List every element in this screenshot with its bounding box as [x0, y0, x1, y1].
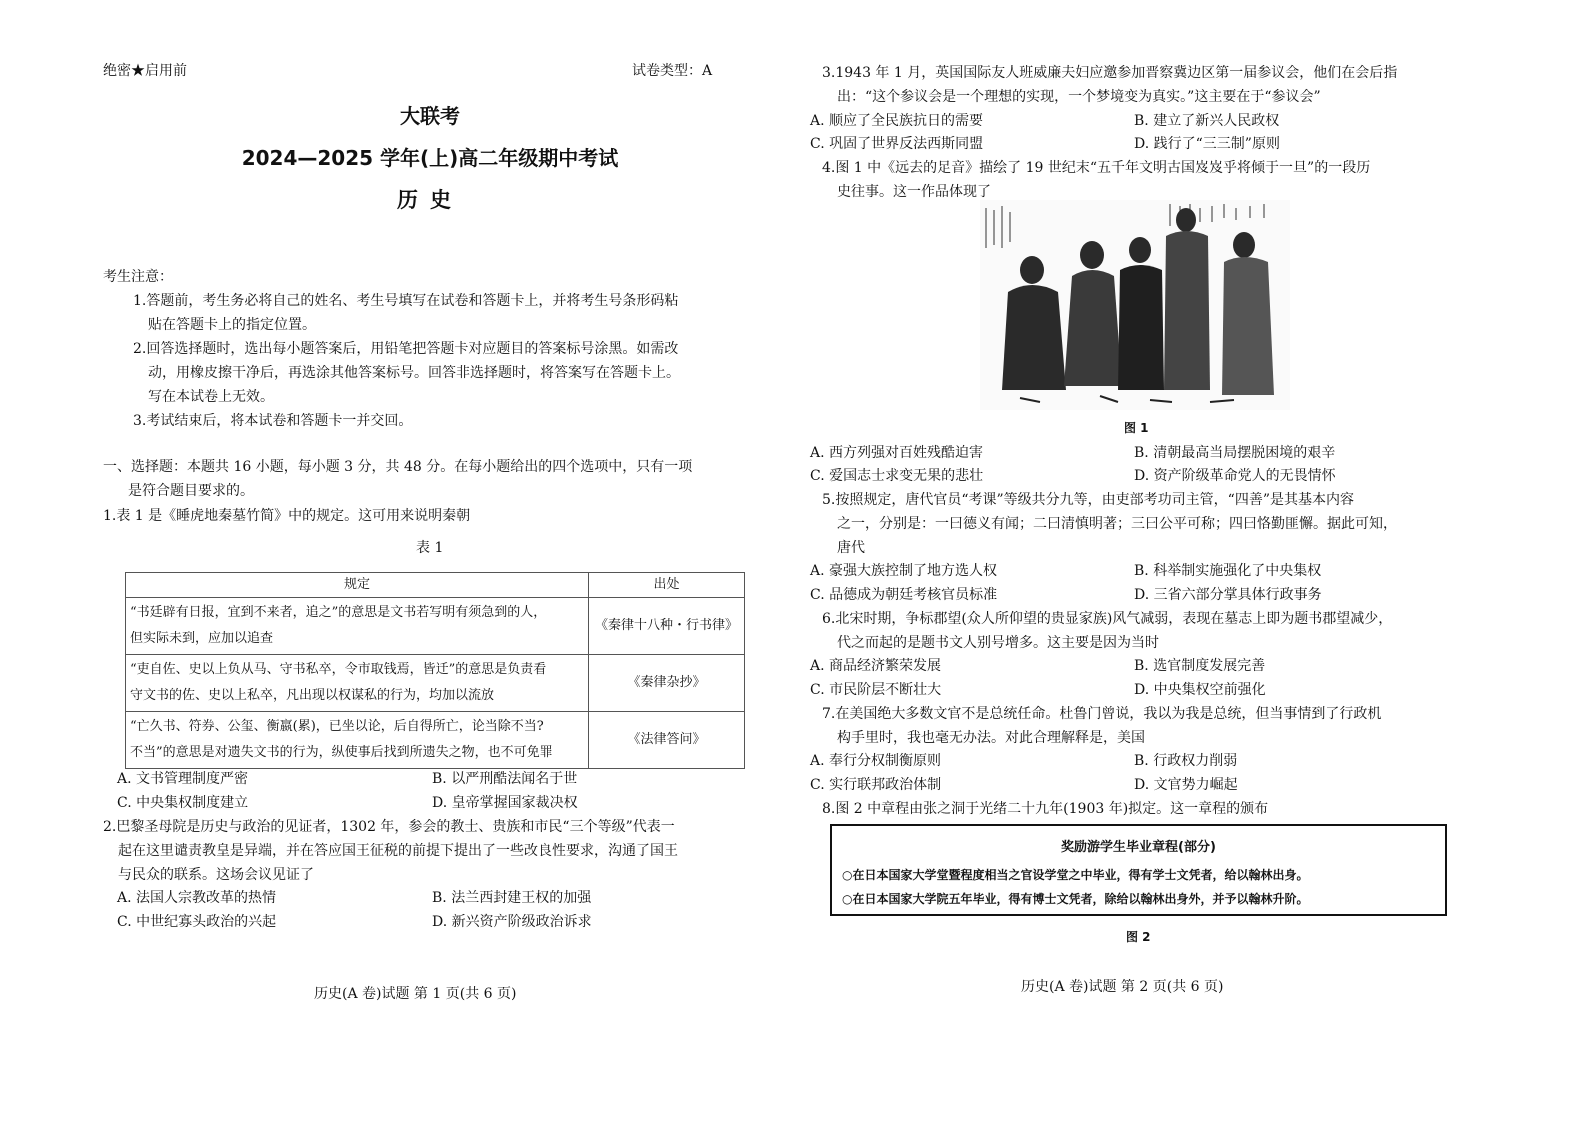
question-2-line-1: 2.巴黎圣母院是历史与政治的见证者，1302 年，参会的教士、贵族和市民“三个等级”代表一: [103, 819, 675, 835]
table-row: [126, 655, 745, 712]
table-cell-rule: “书廷辟有日报，宜到不来者，追之”的意思是文书若写明有须急到的人， 但实际未到，应加以追查: [126, 598, 589, 655]
q5-option-b: B. 科举制实施强化了中央集权: [1134, 563, 1322, 579]
q1-option-a: A. 文书管理制度严密: [117, 771, 249, 787]
table-caption: 表 1: [416, 540, 444, 556]
q1-option-c: C. 中央集权制度建立: [117, 795, 249, 811]
q5-option-d: D. 三省六部分掌具体行政事务: [1134, 587, 1322, 603]
q2-option-b: B. 法兰西封建王权的加强: [432, 890, 592, 906]
q3-option-c: C. 巩固了世界反法西斯同盟: [810, 136, 984, 152]
table-cell-source: 《秦律杂抄》: [589, 655, 745, 712]
q4-option-c: C. 爱国志士求变无果的悲壮: [810, 468, 984, 484]
q6-option-b: B. 选官制度发展完善: [1134, 658, 1266, 674]
q7-option-a: A. 奉行分权制衡原则: [810, 753, 942, 769]
table-header-row: [126, 573, 745, 598]
rules-table: [125, 572, 745, 769]
question-8-stem: 8.图 2 中章程由张之洞于光绪二十九年(1903 年)拟定。这一章程的颁布: [822, 801, 1269, 817]
figure-2-caption: 图 2: [1126, 930, 1151, 944]
q4-option-b: B. 清朝最高当局摆脱困境的艰辛: [1134, 445, 1336, 461]
figure-2-line-2: ○在日本国家大学院五年毕业，得有博士文凭者，除给以翰林出身外，并予以翰林升阶。: [842, 892, 1309, 906]
notice-1-line-2: 贴在答题卡上的指定位置。: [148, 317, 316, 333]
paper-type: 试卷类型：A: [632, 63, 713, 79]
q6-option-a: A. 商品经济繁荣发展: [810, 658, 942, 674]
question-1-stem: 1.表 1 是《睡虎地秦墓竹简》中的规定。这可用来说明秦朝: [103, 508, 471, 524]
q2-option-a: A. 法国人宗教改革的热情: [117, 890, 277, 906]
notice-2-line-3: 写在本试卷上无效。: [148, 389, 274, 405]
question-3-line-2: 出：“这个参议会是一个理想的实现，一个梦境变为真实。”这主要在于“参议会”: [837, 89, 1321, 105]
exam-brand: 大联考: [400, 104, 460, 128]
exam-title: 2024—2025 学年(上)高二年级期中考试: [241, 146, 619, 170]
notice-3: 3.考试结束后，将本试卷和答题卡一并交回。: [133, 413, 413, 429]
question-7-line-1: 7.在美国绝大多数文官不是总统任命。杜鲁门曾说，我以为我是总统，但当事情到了行政机: [822, 706, 1382, 722]
notice-1-line-1: 1.答题前，考生务必将自己的姓名、考生号填写在试卷和答题卡上，并将考生号条形码粘: [133, 293, 679, 309]
figure-1-painting: [980, 200, 1290, 410]
section-heading-line-1: 一、选择题：本题共 16 小题，每小题 3 分，共 48 分。在每小题给出的四个选项中，只有一项: [103, 459, 693, 475]
table-row: [126, 712, 745, 769]
question-5-line-2: 之一，分别是：一曰德义有闻；二曰清慎明著；三曰公平可称；四曰恪勤匪懈。据此可知，: [837, 516, 1397, 532]
q3-option-d: D. 践行了“三三制”原则: [1134, 136, 1280, 152]
confidential-mark: 绝密★启用前: [103, 63, 187, 79]
question-7-line-2: 构手里时，我也毫无办法。对此合理解释是，美国: [837, 730, 1145, 746]
question-4-line-1: 4.图 1 中《远去的足音》描绘了 19 世纪末“五千年文明古国岌岌乎将倾于一旦”的一段历: [822, 160, 1371, 176]
q2-option-d: D. 新兴资产阶级政治诉求: [432, 914, 592, 930]
q7-option-b: B. 行政权力削弱: [1134, 753, 1238, 769]
figure-2-title: 奖励游学生毕业章程(部分): [1061, 840, 1216, 855]
q4-option-d: D. 资产阶级革命党人的无畏情怀: [1134, 468, 1336, 484]
question-6-line-2: 代之而起的是题书文人别号增多。这主要是因为当时: [837, 635, 1159, 651]
table-header-rule: 规定: [126, 573, 589, 598]
table-cell-source: 《法律答问》: [589, 712, 745, 769]
question-2-line-2: 起在这里谴责教皇是异端，并在答应国王征税的前提下提出了一些改良性要求，沟通了国王: [118, 843, 678, 859]
figure-1-caption: 图 1: [1124, 421, 1149, 435]
q5-option-a: A. 豪强大族控制了地方选人权: [810, 563, 998, 579]
notice-2-line-1: 2.回答选择题时，选出每小题答案后，用铅笔把答题卡对应题目的答案标号涂黑。如需改: [133, 341, 679, 357]
q5-option-c: C. 品德成为朝廷考核官员标准: [810, 587, 998, 603]
question-3-line-1: 3.1943 年 1 月，英国国际友人班威廉夫妇应邀参加晋察冀边区第一届参议会，他们在会后指: [822, 65, 1398, 81]
figure-2-line-1: ○在日本国家大学堂暨程度相当之官设学堂之中毕业，得有学士文凭者，给以翰林出身。: [842, 868, 1309, 882]
question-5-line-1: 5.按照规定，唐代官员“考课”等级共分九等，由吏部考功司主管，“四善”是其基本内容: [822, 492, 1354, 508]
table-header-source: 出处: [589, 573, 745, 598]
figure-2-regulation-box: [830, 824, 1447, 916]
table-cell-rule: “亡久书、符券、公玺、衡嬴(累)，已坐以论，后自得所亡，论当除不当? 不当”的意思是对遗失文书的行为，纵使事后找到所遗失之物，也不可免罪: [126, 712, 589, 769]
q2-option-c: C. 中世纪寡头政治的兴起: [117, 914, 277, 930]
notice-heading: 考生注意：: [103, 269, 173, 285]
q7-option-c: C. 实行联邦政治体制: [810, 777, 942, 793]
q1-option-d: D. 皇帝掌握国家裁决权: [432, 795, 578, 811]
q7-option-d: D. 文官势力崛起: [1134, 777, 1238, 793]
page-1-footer: 历史(A 卷)试题 第 1 页(共 6 页): [314, 986, 517, 1002]
page-2-footer: 历史(A 卷)试题 第 2 页(共 6 页): [1021, 979, 1224, 995]
question-5-line-3: 唐代: [837, 540, 865, 556]
q6-option-c: C. 市民阶层不断壮大: [810, 682, 942, 698]
notice-2-line-2: 动，用橡皮擦干净后，再选涂其他答案标号。回答非选择题时，将答案写在答题卡上。: [148, 365, 680, 381]
question-2-line-3: 与民众的联系。这场会议见证了: [118, 867, 314, 883]
question-4-line-2: 史往事。这一作品体现了: [837, 184, 991, 200]
table-cell-rule: “吏自佐、史以上负从马、守书私卒，令市取钱焉，皆迁”的意思是负责看 守文书的佐、史以上私卒，凡出现以权谋私的行为，均加以流放: [126, 655, 589, 712]
section-heading-line-2: 是符合题目要求的。: [128, 483, 254, 499]
q1-option-b: B. 以严刑酷法闻名于世: [432, 771, 578, 787]
table-row: [126, 598, 745, 655]
q3-option-b: B. 建立了新兴人民政权: [1134, 113, 1280, 129]
q3-option-a: A. 顺应了全民族抗日的需要: [810, 113, 984, 129]
q6-option-d: D. 中央集权空前强化: [1134, 682, 1266, 698]
q4-option-a: A. 西方列强对百姓残酷迫害: [810, 445, 984, 461]
subject-title: 历史: [397, 188, 463, 212]
table-cell-source: 《秦律十八种・行书律》: [589, 598, 745, 655]
question-6-line-1: 6.北宋时期，争标郡望(众人所仰望的贵显家族)风气减弱，表现在墓志上即为题书郡望减少，: [822, 611, 1393, 627]
